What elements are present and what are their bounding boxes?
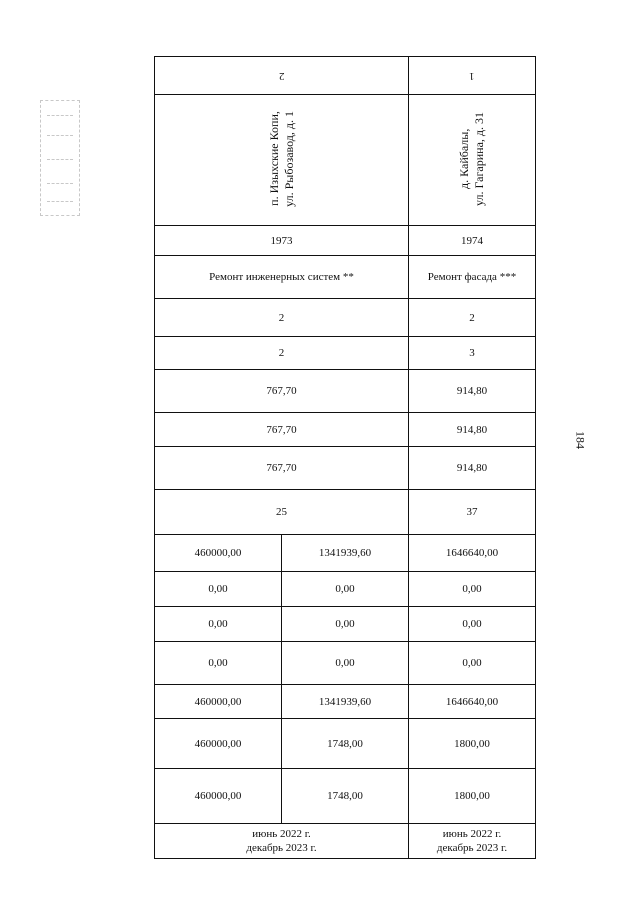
header-cell-col2: 2	[155, 57, 409, 95]
date-cell-col1: июнь 2022 г. декабрь 2023 г.	[409, 824, 536, 859]
work-type-row	[155, 256, 536, 299]
date-cell-col2: июнь 2022 г. декабрь 2023 г.	[155, 824, 409, 859]
cell: 3	[409, 337, 536, 370]
header-cell-col1: 1	[409, 57, 536, 95]
table-row	[155, 572, 536, 607]
address-row	[155, 95, 536, 226]
work-type-cell-col1: Ремонт фасада ***	[409, 256, 536, 299]
cell: 1800,00	[409, 769, 536, 824]
table-row	[155, 535, 536, 572]
cell: 0,00	[282, 607, 409, 642]
year-cell-col1: 1974	[409, 226, 536, 256]
cell: 0,00	[282, 572, 409, 607]
cell: 1748,00	[282, 719, 409, 769]
header-row	[155, 57, 536, 95]
cell: 767,70	[155, 447, 409, 490]
cell: 0,00	[409, 642, 536, 685]
table-row	[155, 337, 536, 370]
cell: 1341939,60	[282, 535, 409, 572]
year-cell-col2: 1973	[155, 226, 409, 256]
cell: 1646640,00	[409, 535, 536, 572]
cell: 914,80	[409, 447, 536, 490]
address-cell-col1: д. Кайбалы, ул. Гагарина, д. 31	[409, 95, 536, 226]
cell: 914,80	[409, 370, 536, 413]
table-row	[155, 370, 536, 413]
table-row	[155, 447, 536, 490]
page-number: 184	[573, 431, 588, 449]
cell: 0,00	[155, 607, 282, 642]
table-row	[155, 769, 536, 824]
table-row	[155, 299, 536, 337]
cell: 25	[155, 490, 409, 535]
table-row	[155, 642, 536, 685]
table-row	[155, 719, 536, 769]
stamp-mark	[40, 100, 80, 216]
cell: 914,80	[409, 413, 536, 447]
cell: 460000,00	[155, 719, 282, 769]
table-row	[155, 490, 536, 535]
cell: 2	[155, 337, 409, 370]
cell: 2	[409, 299, 536, 337]
cell: 0,00	[155, 572, 282, 607]
cell: 2	[155, 299, 409, 337]
data-table	[154, 56, 536, 859]
cell: 1341939,60	[282, 685, 409, 719]
cell: 37	[409, 490, 536, 535]
cell: 1800,00	[409, 719, 536, 769]
table-row	[155, 413, 536, 447]
cell: 0,00	[409, 607, 536, 642]
cell: 0,00	[409, 572, 536, 607]
cell: 460000,00	[155, 685, 282, 719]
cell: 1748,00	[282, 769, 409, 824]
cell: 767,70	[155, 370, 409, 413]
table-row	[155, 685, 536, 719]
cell: 460000,00	[155, 535, 282, 572]
year-row	[155, 226, 536, 256]
cell: 767,70	[155, 413, 409, 447]
date-row	[155, 824, 536, 859]
cell: 1646640,00	[409, 685, 536, 719]
address-cell-col2: п. Изыхские Копи, ул. Рыбозавод, д. 1	[155, 95, 409, 226]
cell: 460000,00	[155, 769, 282, 824]
table-row	[155, 607, 536, 642]
work-type-cell-col2: Ремонт инженерных систем **	[155, 256, 409, 299]
cell: 0,00	[155, 642, 282, 685]
cell: 0,00	[282, 642, 409, 685]
